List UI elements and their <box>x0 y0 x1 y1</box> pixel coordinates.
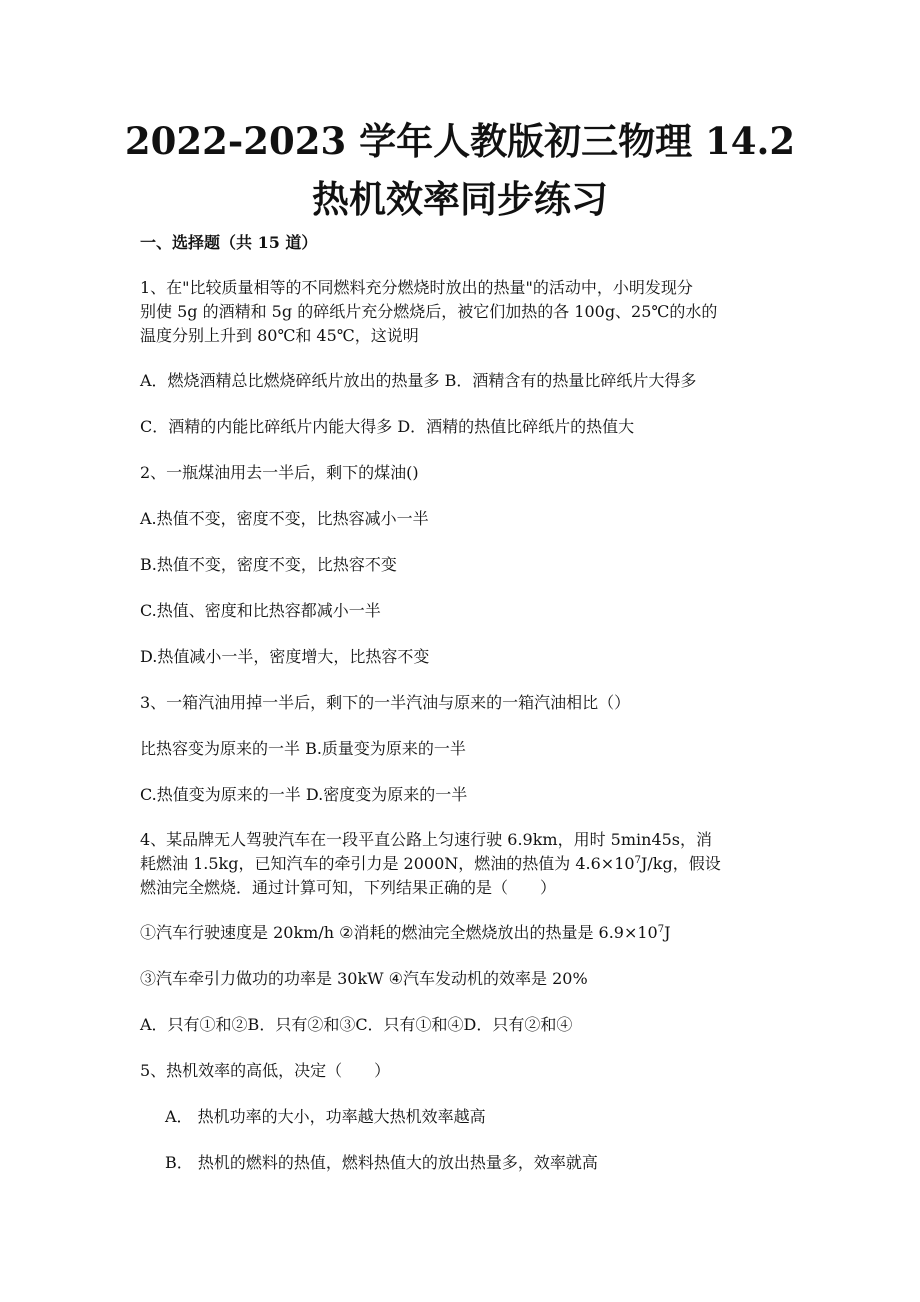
q1-options-cd: C．酒精的内能比碎纸片内能大得多 D．酒精的热值比碎纸片的热值大 <box>140 417 635 436</box>
q2-option-d: D.热值减小一半，密度增大，比热容不变 <box>140 647 430 666</box>
q3-stem: 3、一箱汽油用掉一半后，剩下的一半汽油与原来的一箱汽油相比（） <box>140 693 631 712</box>
q3-options-ab: 比热容变为原来的一半 B.质量变为原来的一半 <box>140 739 466 758</box>
q4-stem-line-2 <box>140 852 721 876</box>
q1-stem-line-1: 1、在"比较质量相等的不同燃料充分燃烧时放出的热量"的活动中，小明发现分 <box>140 278 693 297</box>
q4-exponent: 7 <box>634 855 641 866</box>
q2-stem: 2、一瓶煤油用去一半后，剩下的煤油() <box>140 463 419 482</box>
title-line-1: 2022-2023 学年人教版初三物理 14.2 <box>124 119 796 163</box>
q4-stem-line-1: 4、某品牌无人驾驶汽车在一段平直公路上匀速行驶 6.9km，用时 5min45s，消 <box>140 830 713 849</box>
q3-options-cd: C.热值变为原来的一半 D.密度变为原来的一半 <box>140 785 468 804</box>
page-title <box>0 112 920 228</box>
q1-stem-line-3: 温度分别上升到 80℃和 45℃，这说明 <box>140 326 419 345</box>
q4-items-3-4: ③汽车牵引力做功的功率是 30kW ④汽车发动机的效率是 20% <box>140 969 588 988</box>
q5-stem: 5、热机效率的高低，决定（ ） <box>140 1061 391 1080</box>
q4-stem-line-2-unit: J/kg，假设 <box>640 854 721 873</box>
q1-stem-line-2: 别使 5g 的酒精和 5g 的碎纸片充分燃烧后，被它们加热的各 100g、25℃的水的 <box>140 302 718 321</box>
q4-options: A．只有①和②B．只有②和③C．只有①和④D．只有②和④ <box>140 1015 573 1034</box>
section-heading: 一、选择题（共 15 道） <box>140 233 318 252</box>
q2-option-a: A.热值不变，密度不变，比热容减小一半 <box>140 509 429 528</box>
q2-option-c: C.热值、密度和比热容都减小一半 <box>140 601 381 620</box>
q1-options-ab: A．燃烧酒精总比燃烧碎纸片放出的热量多 B．酒精含有的热量比碎纸片大得多 <box>140 371 697 390</box>
q4-items-1-2 <box>140 921 671 944</box>
q4-stem-line-2-text: 耗燃油 1.5kg，已知汽车的牵引力是 2000N，燃油的热值为 4.6×10 <box>140 854 635 873</box>
q5-option-b: B． 热机的燃料的热值，燃料热值大的放出热量多，效率就高 <box>165 1153 598 1172</box>
q4-items-1-2-text: ①汽车行驶速度是 20km/h ②消耗的燃油完全燃烧放出的热量是 6.9×10 <box>140 923 658 942</box>
q4-items-exponent: 7 <box>657 924 665 935</box>
q4-items-1-2-unit: J <box>664 923 671 942</box>
title-line-2: 热机效率同步练习 <box>312 177 608 221</box>
q2-option-b: B.热值不变，密度不变，比热容不变 <box>140 555 397 574</box>
q4-stem-line-3: 燃油完全燃烧．通过计算可知，下列结果正确的是（ ） <box>140 878 557 897</box>
q5-option-a: A． 热机功率的大小，功率越大热机效率越高 <box>165 1107 486 1126</box>
